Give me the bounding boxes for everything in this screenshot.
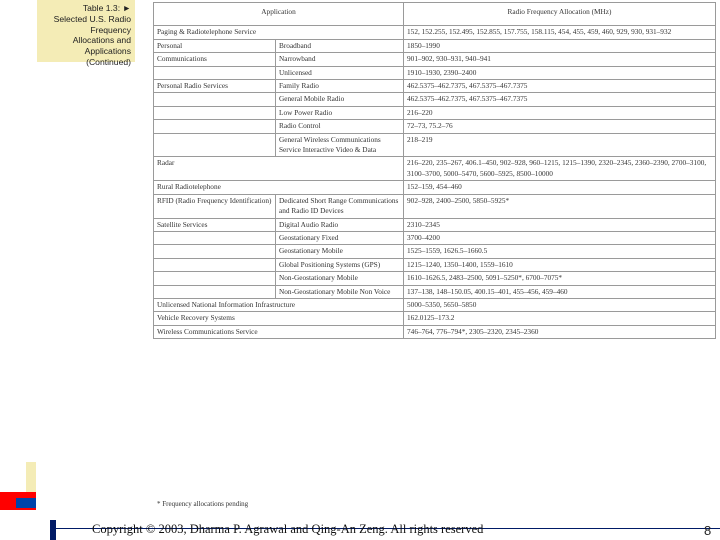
cell-category: Satellite Services	[154, 218, 276, 231]
cell-frequency: 462.5375–462.7375, 467.5375–467.7375	[404, 93, 716, 106]
cell-application: Rural Radiotelephone	[154, 181, 404, 194]
table-row	[154, 157, 716, 181]
cell-category	[154, 66, 276, 79]
cell-category	[154, 120, 276, 133]
caption-line: Table 1.3: ►	[82, 3, 131, 13]
cell-frequency: 216–220, 235–267, 406.1–450, 902–928, 960–1215, 1215–1390, 2320–2345, 2360–2390, 2700–3100, 3100–3700, 5000–5470, 5600–5925, 8500–10000	[404, 157, 716, 181]
table-row	[154, 245, 716, 258]
caption-line: Applications	[84, 46, 131, 57]
cell-category: Communications	[154, 53, 276, 66]
cell-application: Vehicle Recovery Systems	[154, 312, 404, 325]
cell-subcategory: Non-Geostationary Mobile	[276, 272, 404, 285]
cell-frequency: 901–902, 930–931, 940–941	[404, 53, 716, 66]
cell-subcategory: General Wireless Communications Service Interactive Video & Data	[276, 133, 404, 157]
cell-frequency: 162.0125–173.2	[404, 312, 716, 325]
cell-subcategory: Global Positioning Systems (GPS)	[276, 258, 404, 271]
table-caption	[37, 0, 135, 67]
cell-category	[154, 231, 276, 244]
cell-application: Radar	[154, 157, 404, 181]
table-row	[154, 312, 716, 325]
cell-subcategory: Radio Control	[276, 120, 404, 133]
cell-frequency: 1910–1930, 2390–2400	[404, 66, 716, 79]
cell-frequency: 216–220	[404, 106, 716, 119]
header-frequency: Radio Frequency Allocation (MHz)	[404, 3, 716, 26]
cell-frequency: 152, 152.255, 152.495, 152.855, 157.755, 158.115, 454, 455, 459, 460, 929, 930, 931–932	[404, 26, 716, 39]
table-row	[154, 272, 716, 285]
cell-category	[154, 285, 276, 298]
cell-frequency: 72–73, 75.2–76	[404, 120, 716, 133]
table-row	[154, 39, 716, 52]
caption-line: (Continued)	[86, 56, 131, 67]
cell-frequency: 746–764, 776–794*, 2305–2320, 2345–2360	[404, 325, 716, 338]
cell-subcategory: Narrowband	[276, 53, 404, 66]
cell-category	[154, 133, 276, 157]
table-row	[154, 298, 716, 311]
cell-subcategory: Low Power Radio	[276, 106, 404, 119]
table-row	[154, 93, 716, 106]
copyright-text: Copyright © 2003, Dharma P. Agrawal and Qing-An Zeng. All rights reserved	[92, 522, 484, 536]
cell-subcategory: Dedicated Short Range Communications and Radio ID Devices	[276, 194, 404, 218]
cell-subcategory: Broadband	[276, 39, 404, 52]
slide-accent-decoration	[0, 462, 36, 522]
cell-category	[154, 272, 276, 285]
table-body	[154, 26, 716, 339]
table-row	[154, 325, 716, 338]
cell-subcategory: General Mobile Radio	[276, 93, 404, 106]
cell-category: RFID (Radio Frequency Identification)	[154, 194, 276, 218]
table-row	[154, 194, 716, 218]
cell-category	[154, 93, 276, 106]
cell-category	[154, 106, 276, 119]
cell-frequency: 2310–2345	[404, 218, 716, 231]
caption-line: Selected U.S. Radio	[53, 13, 131, 24]
footer-rule-block	[50, 520, 56, 540]
table-row	[154, 66, 716, 79]
cell-frequency: 3700–4200	[404, 231, 716, 244]
cell-subcategory: Geostationary Mobile	[276, 245, 404, 258]
cell-frequency: 902–928, 2400–2500, 5850–5925*	[404, 194, 716, 218]
cell-frequency: 152–159, 454–460	[404, 181, 716, 194]
caption-line: Allocations and	[72, 35, 131, 46]
cell-frequency: 137–138, 148–150.05, 400.15–401, 455–456, 459–460	[404, 285, 716, 298]
table-row	[154, 106, 716, 119]
caption-line: Frequency	[90, 24, 131, 35]
table-row	[154, 218, 716, 231]
cell-frequency: 5000–5350, 5650–5850	[404, 298, 716, 311]
table-row	[154, 26, 716, 39]
cell-category: Personal Radio Services	[154, 80, 276, 93]
cell-subcategory: Digital Audio Radio	[276, 218, 404, 231]
cell-frequency: 1215–1240, 1350–1400, 1559–1610	[404, 258, 716, 271]
cell-category: Personal	[154, 39, 276, 52]
cell-frequency: 218–219	[404, 133, 716, 157]
table-row	[154, 133, 716, 157]
table-row	[154, 285, 716, 298]
cell-category	[154, 245, 276, 258]
header-application: Application	[154, 3, 404, 26]
cell-subcategory: Family Radio	[276, 80, 404, 93]
frequency-table-container	[153, 2, 716, 339]
table-row	[154, 231, 716, 244]
cell-subcategory: Unlicensed	[276, 66, 404, 79]
table-row	[154, 258, 716, 271]
cell-application: Paging & Radiotelephone Service	[154, 26, 404, 39]
cell-frequency: 1610–1626.5, 2483–2500, 5091–5250*, 6700–7075*	[404, 272, 716, 285]
cell-category	[154, 258, 276, 271]
table-row	[154, 80, 716, 93]
frequency-allocation-table	[153, 2, 716, 339]
cell-frequency: 1850–1990	[404, 39, 716, 52]
cell-subcategory: Geostationary Fixed	[276, 231, 404, 244]
cell-application: Unlicensed National Information Infrastructure	[154, 298, 404, 311]
cell-frequency: 1525–1559, 1626.5–1660.5	[404, 245, 716, 258]
accent-blue-bar	[16, 498, 36, 508]
cell-application: Wireless Communications Service	[154, 325, 404, 338]
table-row	[154, 53, 716, 66]
footnote: * Frequency allocations pending	[157, 500, 249, 508]
table-row	[154, 181, 716, 194]
page-number: 8	[704, 523, 712, 538]
cell-subcategory: Non-Geostationary Mobile Non Voice	[276, 285, 404, 298]
cell-frequency: 462.5375–462.7375, 467.5375–467.7375	[404, 80, 716, 93]
table-row	[154, 120, 716, 133]
table-header-row	[154, 3, 716, 26]
